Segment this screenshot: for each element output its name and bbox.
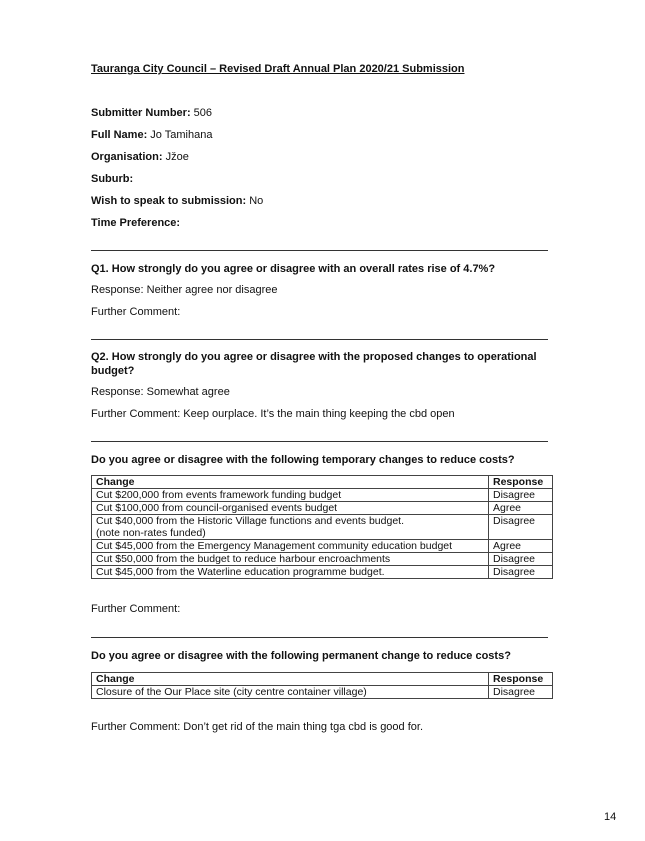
- temporary-changes-table: [91, 475, 553, 579]
- table-row: [92, 502, 553, 515]
- divider: [91, 441, 548, 442]
- change-cell: [92, 515, 489, 540]
- permanent-change-table: [91, 672, 553, 699]
- change-cell: Cut $50,000 from the budget to reduce harbour encroachments: [92, 553, 489, 566]
- change-line: Cut $40,000 from the Historic Village functions and events budget.: [96, 515, 404, 527]
- header-change: Change: [92, 476, 489, 489]
- page-number: 14: [604, 811, 617, 823]
- field-label: Full Name:: [91, 129, 148, 141]
- header-response: Response: [489, 673, 553, 686]
- response-cell: Disagree: [489, 686, 553, 699]
- q1-further-comment: Further Comment:: [91, 306, 181, 318]
- response-cell: Disagree: [489, 553, 553, 566]
- field-value: Jžoe: [162, 151, 189, 163]
- table-row: [92, 553, 553, 566]
- field-label: Suburb:: [91, 173, 134, 185]
- change-cell: Cut $200,000 from events framework funding budget: [92, 489, 489, 502]
- change-note: (note non-rates funded): [96, 527, 206, 539]
- header-change: Change: [92, 673, 489, 686]
- submitter-number-field: [91, 107, 212, 119]
- organisation-field: [91, 151, 189, 163]
- field-label: Organisation:: [91, 151, 163, 163]
- response-cell: Agree: [489, 540, 553, 553]
- q1-response: Response: Neither agree nor disagree: [91, 284, 278, 296]
- table-row: [92, 686, 553, 699]
- q2-question: Q2. How strongly do you agree or disagree with the proposed changes to operational budget?: [91, 351, 537, 377]
- change-cell: Closure of the Our Place site (city centre container village): [92, 686, 489, 699]
- permanent-change-question: Do you agree or disagree with the following permanent change to reduce costs?: [91, 650, 511, 662]
- response-cell: Disagree: [489, 515, 553, 540]
- full-name-field: [91, 129, 212, 141]
- document-title: Tauranga City Council – Revised Draft Annual Plan 2020/21 Submission: [91, 63, 465, 75]
- table-header-row: [92, 476, 553, 489]
- time-preference-field: [91, 217, 180, 229]
- table-row: [92, 515, 553, 540]
- divider: [91, 250, 548, 251]
- response-cell: Disagree: [489, 489, 553, 502]
- suburb-field: [91, 173, 133, 185]
- change-cell: Cut $100,000 from council-organised events budget: [92, 502, 489, 515]
- table-row: [92, 566, 553, 579]
- temporary-changes-question: Do you agree or disagree with the following temporary changes to reduce costs?: [91, 454, 515, 466]
- field-label: Time Preference:: [91, 217, 181, 229]
- field-value: 506: [190, 107, 213, 119]
- field-label: Wish to speak to submission:: [91, 195, 247, 207]
- table-header-row: [92, 673, 553, 686]
- wish-to-speak-field: [91, 195, 263, 207]
- response-cell: Disagree: [489, 566, 553, 579]
- divider: [91, 339, 548, 340]
- field-value: No: [246, 195, 264, 207]
- change-cell: Cut $45,000 from the Waterline education programme budget.: [92, 566, 489, 579]
- divider: [91, 637, 548, 638]
- change-cell: Cut $45,000 from the Emergency Management community education budget: [92, 540, 489, 553]
- q2-further-comment: Further Comment: Keep ourplace. It’s the main thing keeping the cbd open: [91, 408, 455, 420]
- table-row: [92, 540, 553, 553]
- temporary-further-comment: Further Comment:: [91, 603, 181, 615]
- header-response: Response: [489, 476, 553, 489]
- response-cell: Agree: [489, 502, 553, 515]
- table-row: [92, 489, 553, 502]
- field-value: Jo Tamihana: [147, 129, 213, 141]
- permanent-further-comment: Further Comment: Don’t get rid of the main thing tga cbd is good for.: [91, 721, 424, 733]
- q2-response: Response: Somewhat agree: [91, 386, 230, 398]
- field-label: Submitter Number:: [91, 107, 191, 119]
- q1-question: Q1. How strongly do you agree or disagree with an overall rates rise of 4.7%?: [91, 263, 496, 275]
